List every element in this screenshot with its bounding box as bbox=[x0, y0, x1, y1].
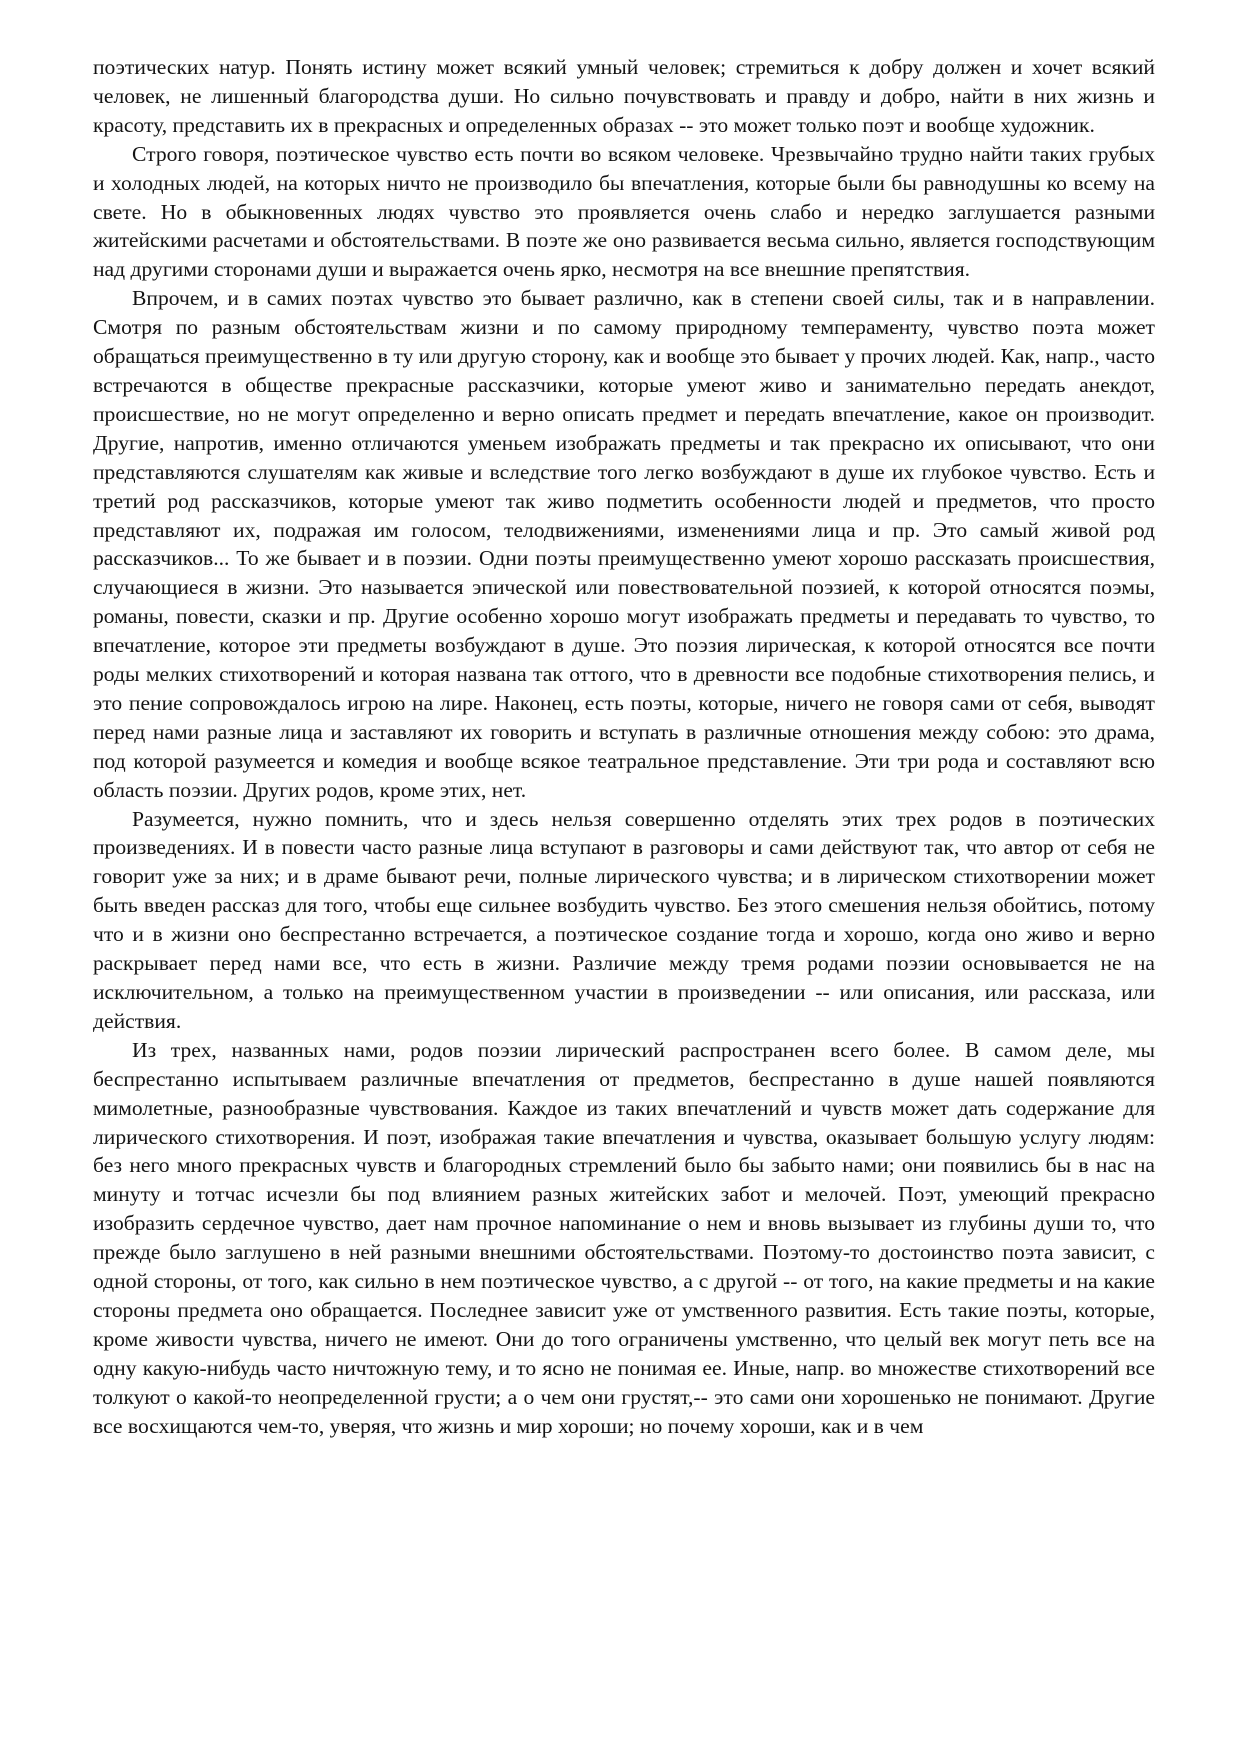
paragraph-kinds-of-poetry: Впрочем, и в самих поэтах чувство это бывает различно, как в степени своей силы, так и в направлении. Смотря по разным обстоятельствам жизни и по самому природному темпераменту, чувство поэта может обращаться преимущественно в ту или другую сторону, как и вообще это бывает у прочих людей. Как, напр., часто встречаются в обществе прекрасные рассказчики, которые умеют живо и занимательно передать анекдот, происшествие, но не могут определенно и верно описать предмет и передать впечатление, какое он производит. Другие, напротив, именно отличаются уменьем изображать предметы и так прекрасно их описывают, что они представляются слушателям как живые и вследствие того легко возбуждают в душе их глубокое чувство. Есть и третий род рассказчиков, которые умеют так живо подметить особенности людей и предметов, что просто представляют их, подражая им голосом, телодвижениями, изменениями лица и пр. Это самый живой род рассказчиков... То же бывает и в поэзии. Одни поэты преимущественно умеют хорошо рассказать происшествия, случающиеся в жизни. Это называется эпической или повествовательной поэзией, к которой относятся поэмы, романы, повести, сказки и пр. Другие особенно хорошо могут изображать предметы и передавать то чувство, то впечатление, которое эти предметы возбуждают в душе. Это поэзия лирическая, к которой относятся все почти роды мелких стихотворений и которая названа так оттого, что в древности все подобные стихотворения пелись, и это пение сопровождалось игрою на лире. Наконец, есть поэты, которые, ничего не говоря сами от себя, выводят перед нами разные лица и заставляют их говорить и вступать в различные отношения между собою: это драма, под которой разумеется и комедия и вообще всякое театральное представление. Эти три рода и составляют всю область поэзии. Других родов, кроме этих, нет. bbox=[93, 286, 1155, 802]
paragraph-lyric-poetry: Из трех, названных нами, родов поэзии лирический распространен всего более. В самом деле, мы беспрестанно испытываем различные впечатления от предметов, беспрестанно в душе нашей появляются мимолетные, разнообразные чувствования. Каждое из таких впечатлений и чувств может дать содержание для лирического стихотворения. И поэт, изображая такие впечатления и чувства, оказывает большую услугу людям: без него много прекрасных чувств и благородных стремлений было бы забыто нами; они появились бы в нас на минуту и тотчас исчезли бы под влиянием разных житейских забот и мелочей. Поэт, умеющий прекрасно изобразить сердечное чувство, дает нам прочное напоминание о нем и вновь вызывает из глубины души то, что прежде было заглушено в ней разными внешними обстоятельствами. Поэтому-то достоинство поэта зависит, с одной стороны, от того, как сильно в нем поэтическое чувство, а с другой -- от того, на какие предметы и на какие стороны предмета оно обращается. Последнее зависит уже от умственного развития. Есть такие поэты, которые, кроме живости чувства, ничего не имеют. Они до того ограничены умственно, что целый век могут петь все на одну какую-нибудь часто ничтожную тему, и то ясно не понимая ее. Иные, напр. во множестве стихотворений все толкуют о какой-то неопределенной грусти; а о чем они грустят,-- это сами они хорошенько не понимают. Другие все восхищаются чем-то, уверяя, что жизнь и мир хороши; но почему хороши, как и в чем bbox=[93, 1037, 1155, 1438]
paragraph-poetic-feeling: Строго говоря, поэтическое чувство есть почти во всяком человеке. Чрезвычайно трудно найти таких грубых и холодных людей, на которых ничто не производило бы впечатления, которые были бы равнодушны ко всему на свете. Но в обыкновенных людях чувство это проявляется очень слабо и нередко заглушается разными житейскими расчетами и обстоятельствами. В поэте же оно развивается весьма сильно, является господствующим над другими сторонами души и выражается очень ярко, несмотря на все внешние препятствия. bbox=[93, 141, 1155, 282]
paragraph-mixing-of-kinds: Разумеется, нужно помнить, что и здесь нельзя совершенно отделять этих трех родов в поэтических произведениях. И в повести часто разные лица вступают в разговоры и сами действуют так, что автор от себя не говорит уже за них; и в драме бывают речи, полные лирического чувства; и в лирическом стихотворении может быть введен рассказ для того, чтобы еще сильнее возбудить чувство. Без этого смешения нельзя обойтись, потому что и в жизни оно беспрестанно встречается, а поэтическое создание тогда и хорошо, когда оно живо и верно раскрывает перед нами все, что есть в жизни. Различие между тремя родами поэзии основывается не на исключительном, а только на преимущественном участии в произведении -- или описания, или рассказа, или действия. bbox=[93, 806, 1155, 1033]
document-page bbox=[93, 53, 1155, 1441]
paragraph-continuation: поэтических натур. Понять истину может всякий умный человек; стремиться к добру должен и хочет всякий человек, не лишенный благородства души. Но сильно почувствовать и правду и добро, найти в них жизнь и красоту, представить их в прекрасных и определенных образах -- это может только поэт и вообще художник. bbox=[93, 55, 1155, 137]
